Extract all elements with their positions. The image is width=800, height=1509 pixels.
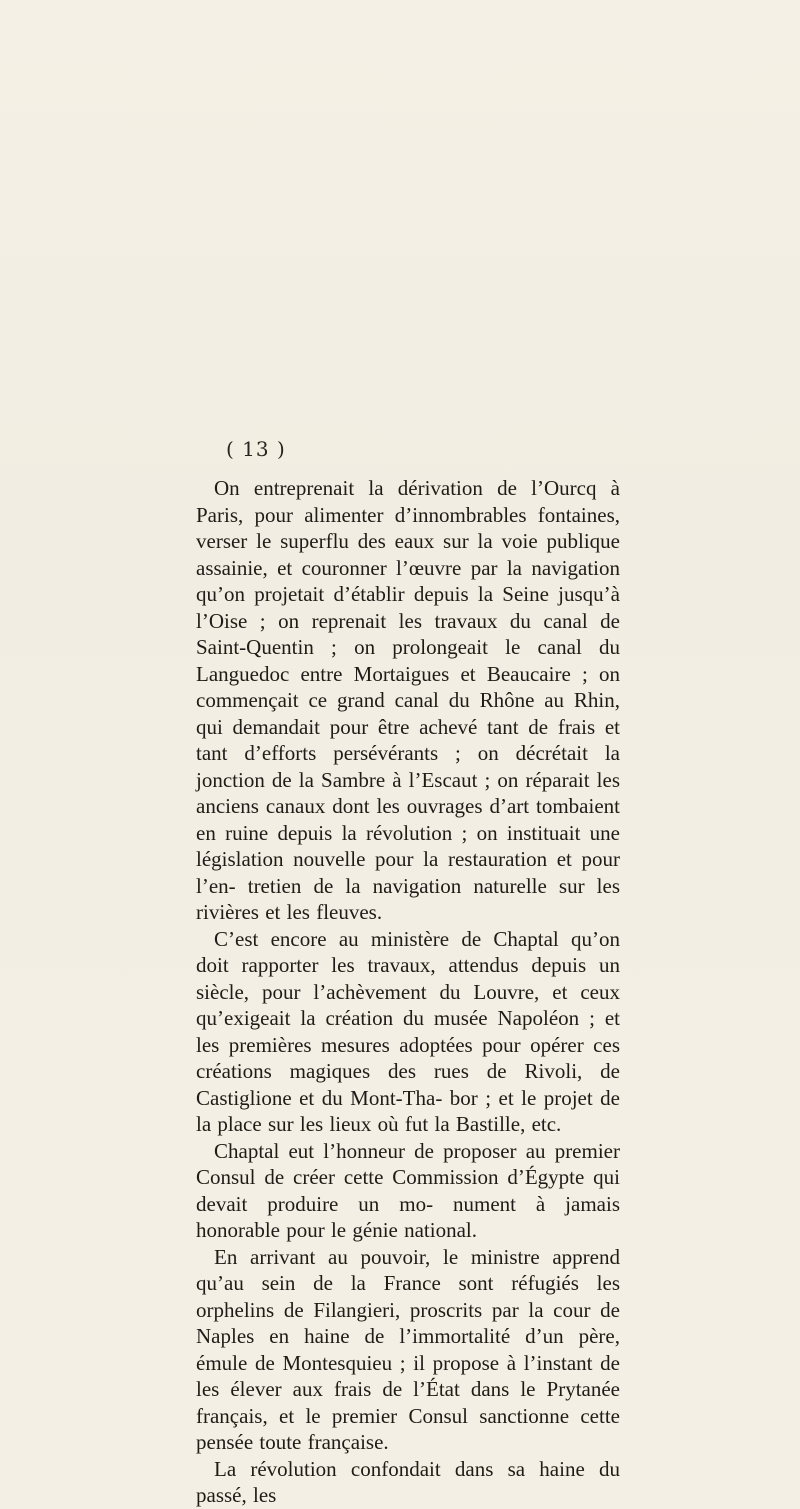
paragraph-filangieri: En arrivant au pouvoir, le ministre apprend qu’au sein de la France sont réfugiés les orphelins de Filangieri, proscrits par la cour de Naples en haine de l’immortalité d’un père, émule de Montesquieu ; il propose à l’instant de les élever aux frais de l’État dans le Prytanée français, et le premier Consul sanctionne cette pensée toute française.	[196, 1244, 620, 1454]
paragraph-ourcq-canals: On entreprenait la dérivation de l’Ourcq à Paris, pour alimenter d’innombrables fontaines, verser le superflu des eaux sur la voie publique assainie, et couronner l’œuvre par la navigation qu’on projetait d’établir depuis la Seine jusqu’à l’Oise ; on reprenait les travaux du canal de Saint-Quentin ; on prolongeait le canal du Languedoc entre Mortaigues et Beaucaire ; on commençait ce grand canal du Rhône au Rhin, qui demandait pour être achevé tant de frais et tant d’efforts persévérants ; on décrétait la jonction de la Sambre à l’Escaut ; on réparait les anciens canaux dont les ouvrages d’art tombaient en ruine depuis la révolution ; on instituait une législation nouvelle pour la restauration et pour l’en- tretien de la navigation naturelle sur les rivières et les fleuves.	[196, 476, 620, 924]
page-number: ( 13 )	[226, 437, 286, 461]
page-text	[196, 475, 620, 1509]
paragraph-revolution: La révolution confondait dans sa haine du passé, les	[196, 1456, 620, 1507]
paragraph-louvre-rivoli: C’est encore au ministère de Chaptal qu’on doit rapporter les travaux, attendus depuis un siècle, pour l’achèvement du Louvre, et ceux qu’exigeait la création du musée Napoléon ; et les premières mesures adoptées pour opérer ces créations magiques des rues de Rivoli, de Castiglione et du Mont-Tha- bor ; et le projet de la place sur les lieux où fut la Bastille, etc.	[196, 926, 620, 1136]
paragraph-egypt-commission: Chaptal eut l’honneur de proposer au premier Consul de créer cette Commission d’Égypte qui devait produire un mo- nument à jamais honorable pour le génie national.	[196, 1138, 620, 1242]
